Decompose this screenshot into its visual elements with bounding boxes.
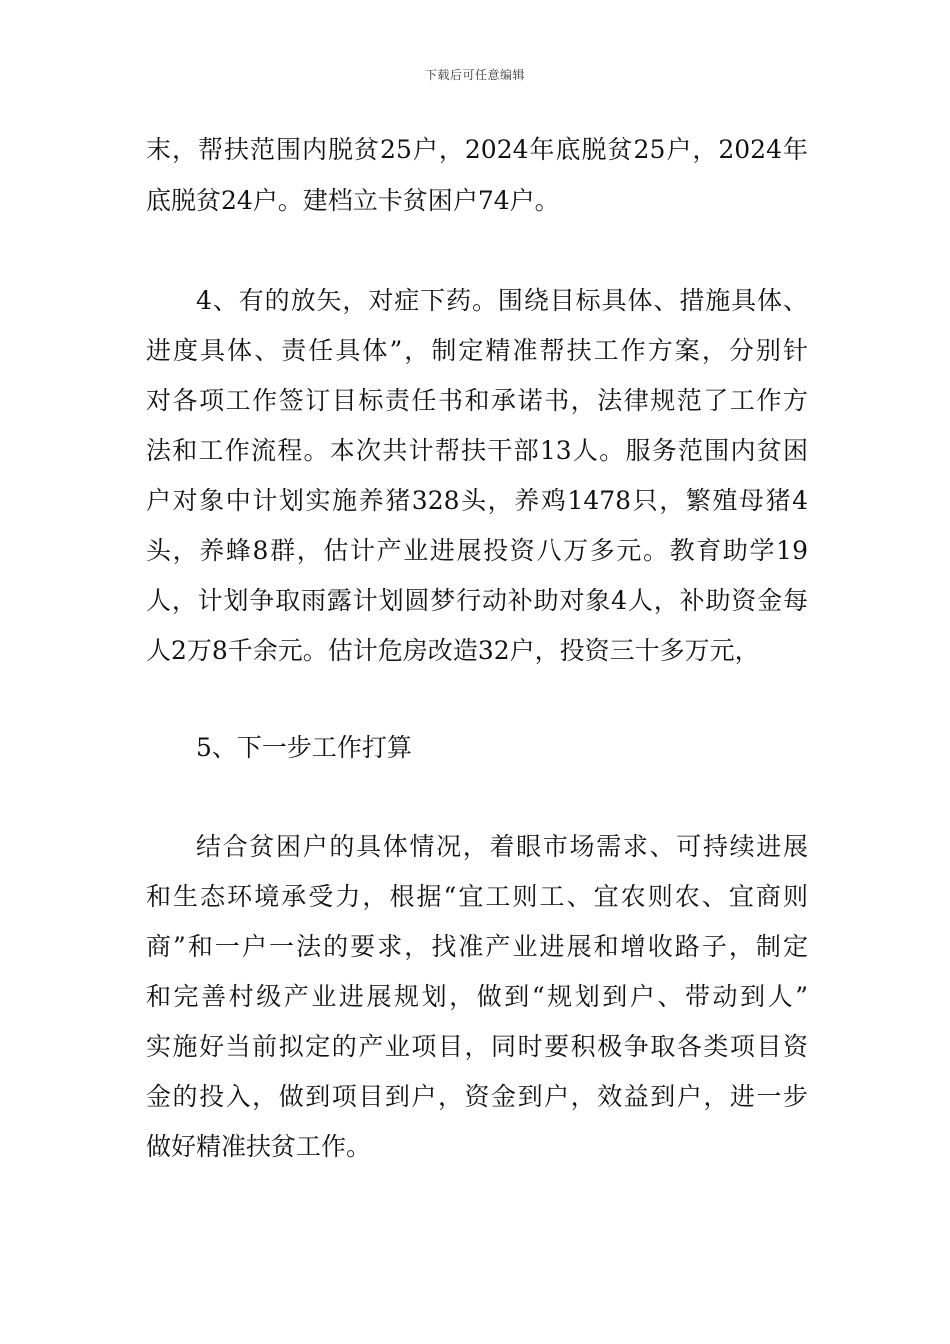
paragraph-2-line-2: 进度具体、责任具体”，制定精准帮扶工作方案，分别针 <box>146 336 808 365</box>
page-header: 下载后可任意编辑 <box>424 68 525 82</box>
paragraph-4-line-3: 商”和一户一法的要求，找准产业进展和增收路子，制定 <box>146 932 808 961</box>
paragraph-4-line-5: 实施好当前拟定的产业项目，同时要积极争取各类项目资 <box>146 1032 808 1061</box>
paragraph-4-line-2: 和生态环境承受力，根据“宜工则工、宜农则农、宜商则 <box>146 882 808 911</box>
paragraph-2-line-4: 法和工作流程。本次共计帮扶干部13人。服务范围内贫困 <box>146 436 808 465</box>
paragraph-2-line-6: 头，养蜂8群，估计产业进展投资八万多元。教育助学19 <box>146 536 808 565</box>
paragraph-1-line-2: 底脱贫24户。建档立卡贫困户74户。 <box>146 186 560 215</box>
paragraph-2-line-3: 对各项工作签订目标责任书和承诺书，法律规范了工作方 <box>146 386 808 415</box>
paragraph-4-line-6: 金的投入，做到项目到户，资金到户，效益到户，进一步 <box>146 1082 808 1111</box>
paragraph-4-line-7: 做好精准扶贫工作。 <box>146 1132 372 1161</box>
paragraph-2-line-5: 户对象中计划实施养猪328头，养鸡1478只，繁殖母猪4 <box>146 486 808 515</box>
paragraph-2-line-1: 4、有的放矢，对症下药。围绕目标具体、措施具体、 <box>196 286 808 315</box>
paragraph-4-line-4: 和完善村级产业进展规划，做到“规划到户、带动到人” <box>146 982 808 1011</box>
paragraph-1-line-1: 末，帮扶范围内脱贫25户，2024年底脱贫25户，2024年 <box>146 135 808 164</box>
paragraph-2-line-7: 人，计划争取雨露计划圆梦行动补助对象4人，补助资金每 <box>146 586 808 615</box>
paragraph-4-line-1: 结合贫困户的具体情况，着眼市场需求、可持续进展 <box>196 832 808 861</box>
section-heading: 5、下一步工作打算 <box>196 733 412 762</box>
paragraph-2-line-8: 人2万8千余元。估计危房改造32户，投资三十多万元， <box>146 636 760 665</box>
